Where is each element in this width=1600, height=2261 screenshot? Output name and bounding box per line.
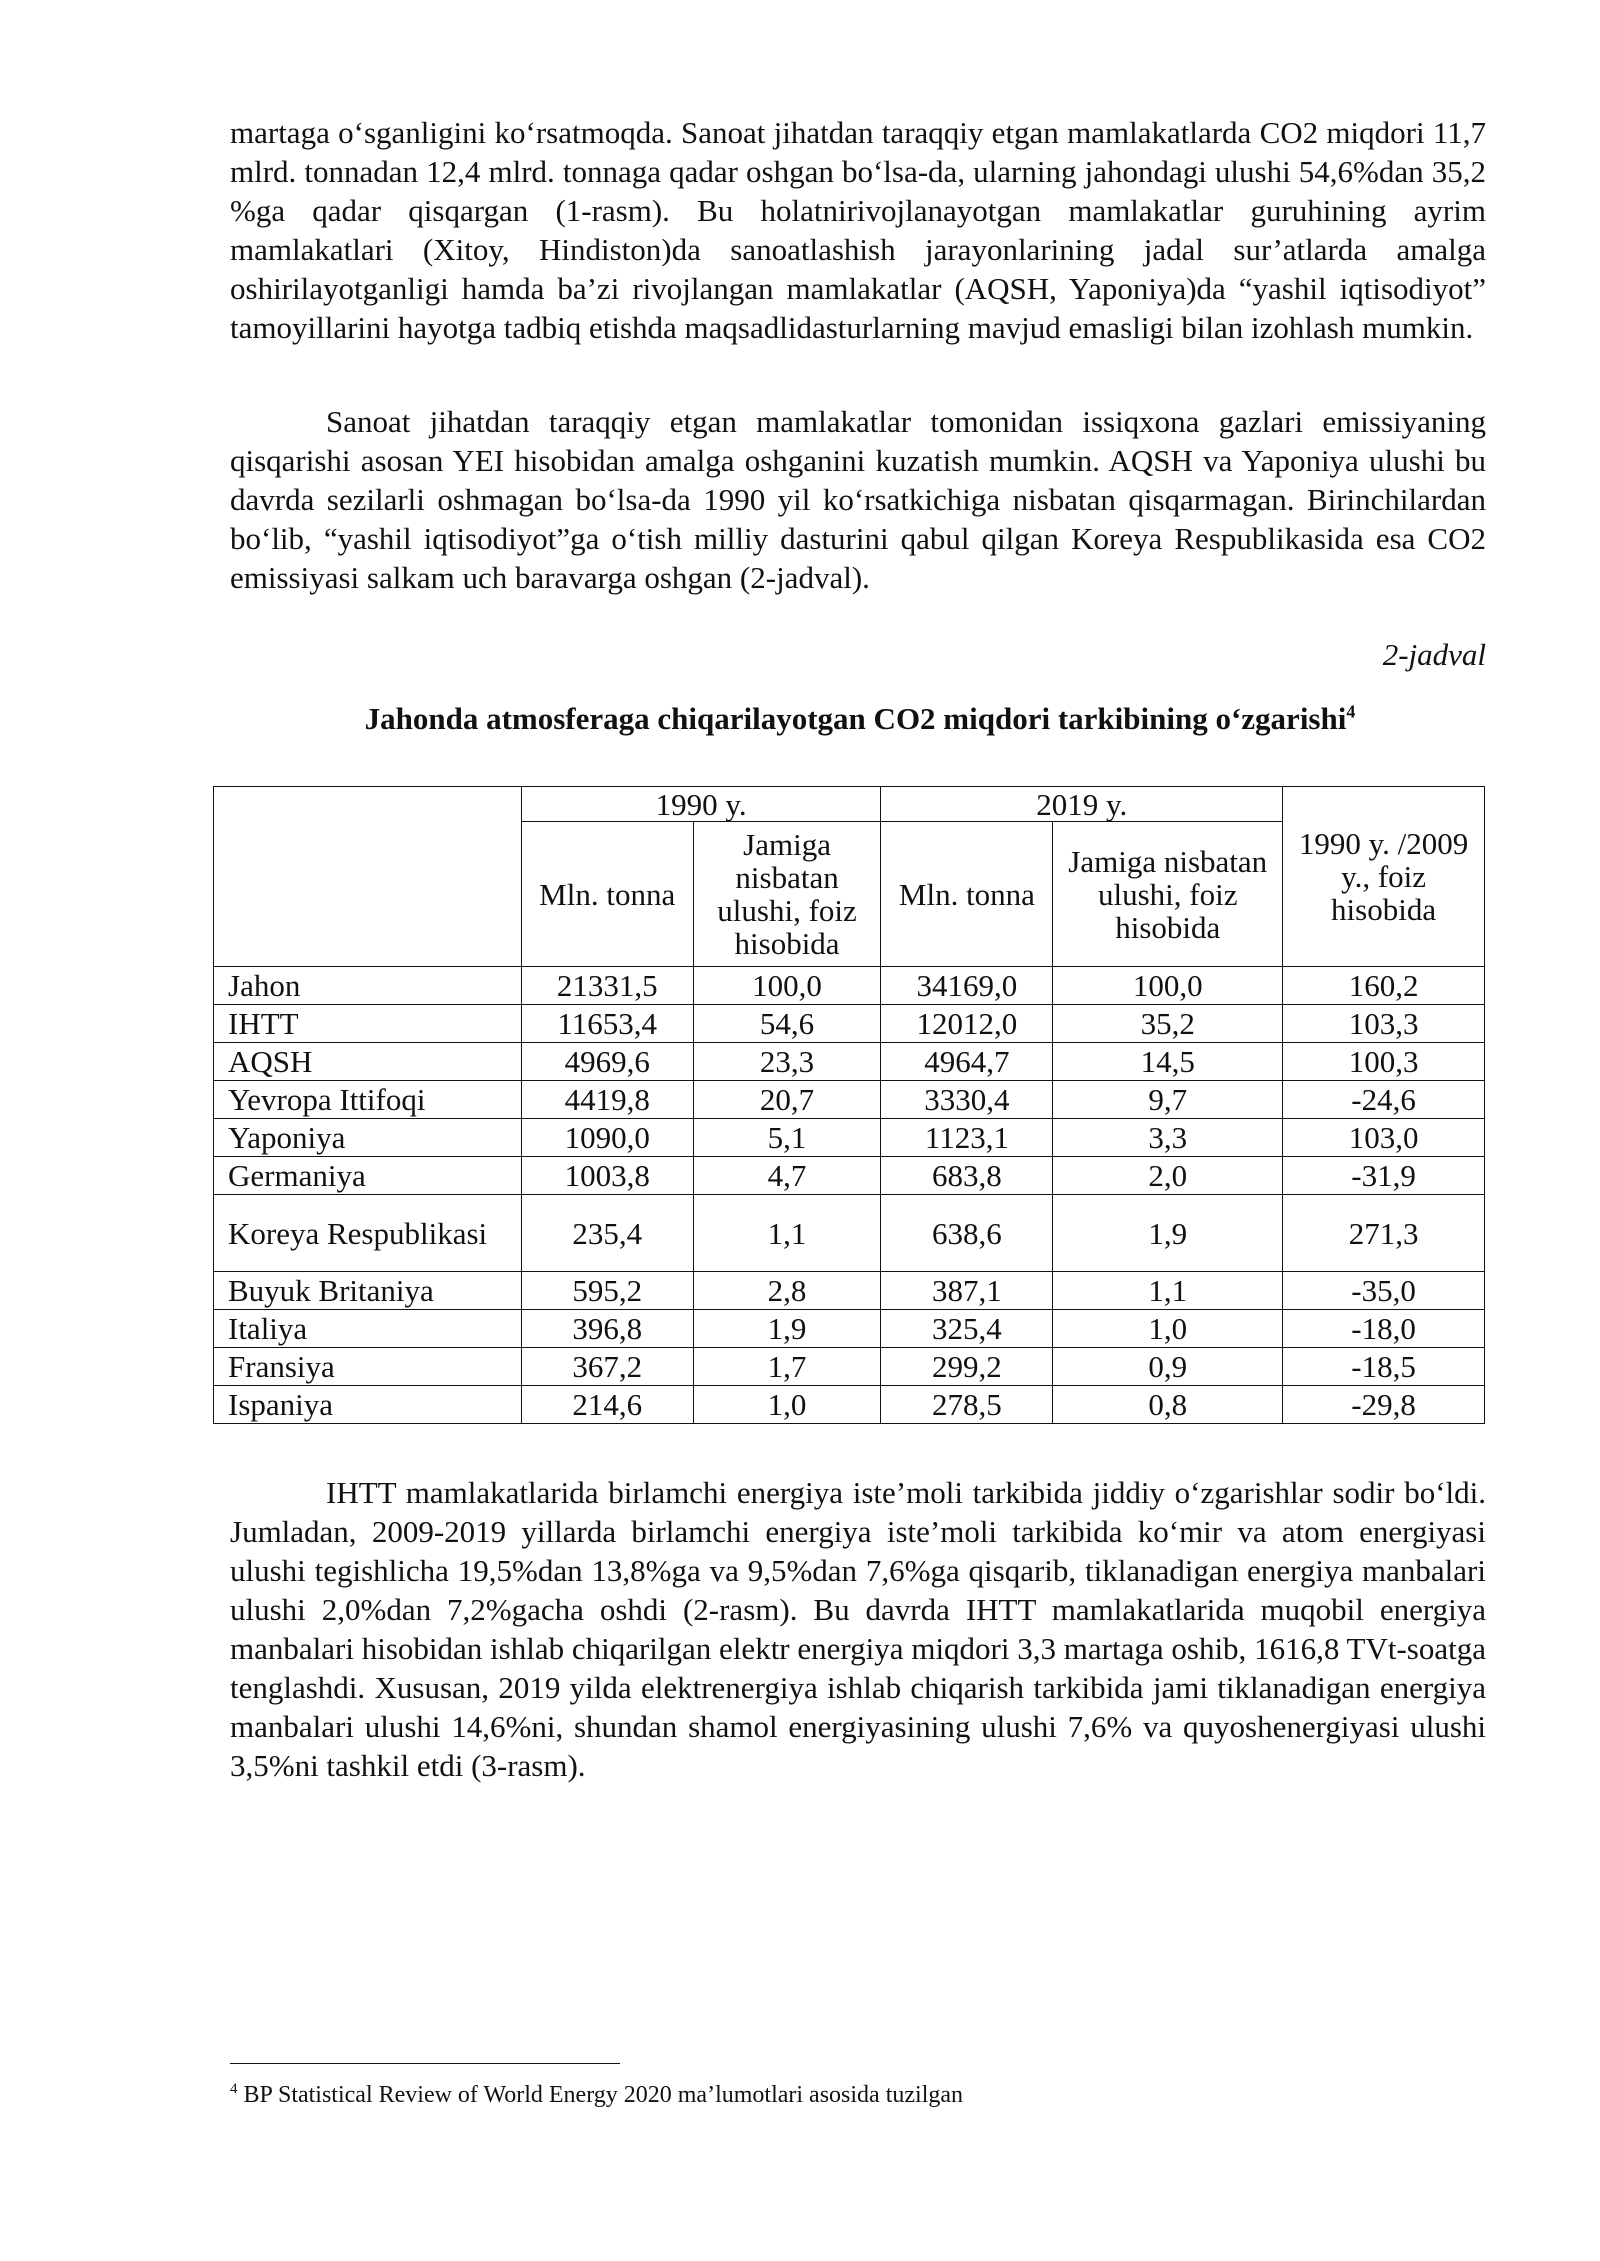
co2-table (213, 786, 1485, 1424)
paragraph-energy-consumption: IHTT mamlakatlarida birlamchi energiya iste’moli tarkibida jiddiy oʻzgarishlar sodir boʻldi. Jumladan, 2009-2019 yillarda birlamchi energiya iste’moli tarkibida koʻmir va atom energiyasi ulushi tegishlicha 19,5%dan 13,8%ga va 9,5%dan 7,6%ga qisqarib, tiklanadigan energiya manbalari ulushi 2,0%dan 7,2%gacha oshdi (2-rasm). Bu davrda IHTT mamlakatlarida muqobil energiya manbalari hisobidan ishlab chiqarilgan elektr energiya miqdori 3,3 martaga oshib, 1616,8 TVt-soatga tenglashdi. Xususan, 2019 yilda elektrenergiya ishlab chiqarish tarkibida jami tiklanadigan energiya manbalari ulushi 14,6%ni, shundan shamol energiyasining ulushi 7,6% va quyoshenergiyasi ulushi 3,5%ni tashkil etdi (3-rasm). (230, 1475, 1486, 1783)
row-name: Jahon (214, 967, 522, 1005)
row-name: AQSH (214, 1043, 522, 1081)
cell-share-1990: 1,1 (693, 1195, 881, 1272)
table-row (214, 1310, 1485, 1348)
cell-share-1990: 20,7 (693, 1081, 881, 1119)
cell-change: -35,0 (1283, 1272, 1485, 1310)
cell-mln-2019: 3330,4 (881, 1081, 1053, 1119)
cell-share-2019: 100,0 (1053, 967, 1283, 1005)
cell-change: 271,3 (1283, 1195, 1485, 1272)
cell-change: -18,5 (1283, 1348, 1485, 1386)
cell-mln-2019: 278,5 (881, 1386, 1053, 1424)
cell-mln-1990: 214,6 (521, 1386, 693, 1424)
cell-mln-2019: 387,1 (881, 1272, 1053, 1310)
footnote-divider (230, 2063, 620, 2064)
row-name: Italiya (214, 1310, 522, 1348)
paragraph-industrial-countries: Sanoat jihatdan taraqqiy etgan mamlakatlar tomonidan issiqxona gazlari emissiyaning qisqarishi asosan YEI hisobidan amalga oshganini kuzatish mumkin. AQSH va Yaponiya ulushi bu davrda sezilarli oshmagan boʻlsa-da 1990 yil koʻrsatkichiga nisbatan qisqarmagan. Birinchilardan boʻlib, “yashil iqtisodiyot”ga oʻtish milliy dasturini qabul qilgan Koreya Respublikasida esa CO2 emissiyasi salkam uch baravarga oshgan (2-jadval). (230, 404, 1486, 595)
cell-change: 103,0 (1283, 1119, 1485, 1157)
table-row (214, 1043, 1485, 1081)
row-name: Yaponiya (214, 1119, 522, 1157)
cell-mln-1990: 595,2 (521, 1272, 693, 1310)
cell-share-2019: 0,8 (1053, 1386, 1283, 1424)
cell-share-2019: 3,3 (1053, 1119, 1283, 1157)
cell-mln-2019: 683,8 (881, 1157, 1053, 1195)
cell-change: -29,8 (1283, 1386, 1485, 1424)
table-label: 2-jadval (1382, 637, 1486, 672)
cell-share-1990: 4,7 (693, 1157, 881, 1195)
cell-mln-1990: 1090,0 (521, 1119, 693, 1157)
header-country (214, 787, 522, 967)
cell-share-2019: 0,9 (1053, 1348, 1283, 1386)
cell-share-1990: 2,8 (693, 1272, 881, 1310)
cell-mln-2019: 4964,7 (881, 1043, 1053, 1081)
row-name: Germaniya (214, 1157, 522, 1195)
footnote-text: BP Statistical Review of World Energy 2020 ma’lumotlari asosida tuzilgan (243, 2082, 964, 2108)
cell-share-2019: 14,5 (1053, 1043, 1283, 1081)
cell-share-2019: 2,0 (1053, 1157, 1283, 1195)
header-mln-1990: Mln. tonna (521, 822, 693, 967)
table-header-row (214, 787, 1485, 822)
cell-share-2019: 1,1 (1053, 1272, 1283, 1310)
row-name: IHTT (214, 1005, 522, 1043)
cell-mln-1990: 4419,8 (521, 1081, 693, 1119)
header-change: 1990 y. /2009 y., foiz hisobida (1283, 787, 1485, 967)
cell-share-1990: 23,3 (693, 1043, 881, 1081)
cell-share-1990: 1,9 (693, 1310, 881, 1348)
cell-share-2019: 1,9 (1053, 1195, 1283, 1272)
table-row (214, 1005, 1485, 1043)
row-name: Ispaniya (214, 1386, 522, 1424)
cell-change: -24,6 (1283, 1081, 1485, 1119)
table-row (214, 1119, 1485, 1157)
footnote-number: 4 (230, 2081, 238, 2097)
row-name: Fransiya (214, 1348, 522, 1386)
cell-change: -18,0 (1283, 1310, 1485, 1348)
cell-change: 100,3 (1283, 1043, 1485, 1081)
table-row (214, 1195, 1485, 1272)
header-share-1990: Jamiga nisbatan ulushi, foiz hisobida (693, 822, 881, 967)
table-row (214, 967, 1485, 1005)
cell-share-2019: 9,7 (1053, 1081, 1283, 1119)
table-row (214, 1272, 1485, 1310)
row-name: Yevropa Ittifoqi (214, 1081, 522, 1119)
header-share-2019: Jamiga nisbatan ulushi, foiz hisobida (1053, 822, 1283, 967)
header-mln-2019: Mln. tonna (881, 822, 1053, 967)
row-name: Koreya Respublikasi (214, 1195, 522, 1272)
cell-share-2019: 1,0 (1053, 1310, 1283, 1348)
table-title (300, 700, 1420, 738)
footnote-ref: 4 (1346, 701, 1356, 722)
cell-share-1990: 100,0 (693, 967, 881, 1005)
cell-mln-1990: 4969,6 (521, 1043, 693, 1081)
cell-mln-1990: 11653,4 (521, 1005, 693, 1043)
cell-mln-2019: 12012,0 (881, 1005, 1053, 1043)
cell-mln-2019: 34169,0 (881, 967, 1053, 1005)
cell-share-2019: 35,2 (1053, 1005, 1283, 1043)
table-row (214, 1386, 1485, 1424)
cell-share-1990: 5,1 (693, 1119, 881, 1157)
cell-share-1990: 1,0 (693, 1386, 881, 1424)
row-name: Buyuk Britaniya (214, 1272, 522, 1310)
cell-change: -31,9 (1283, 1157, 1485, 1195)
paragraph-intro: martaga oʻsganligini koʻrsatmoqda. Sanoat jihatdan taraqqiy etgan mamlakatlarda CO2 miqdori 11,7 mlrd. tonnadan 12,4 mlrd. tonnaga qadar oshgan boʻlsa-da, ularning jahondagi ulushi 54,6%dan 35,2 %ga qadar qisqargan (1-rasm). Bu holatnirivojlanayotgan mamlakatlar guruhining ayrim mamlakatlari (Xitoy, Hindiston)da sanoatlashish jarayonlarining jadal sur’atlarda amalga oshirilayotganligi hamda ba’zi rivojlangan mamlakatlar (AQSH, Yaponiya)da “yashil iqtisodiyot” tamoyillarini hayotga tadbiq etishda maqsadlidasturlarning mavjud emasligi bilan izohlash mumkin. (230, 115, 1486, 345)
table-title-text: Jahonda atmosferaga chiqarilayotgan CO2 miqdori tarkibining oʻzgarishi (364, 701, 1347, 736)
table-row (214, 1157, 1485, 1195)
cell-mln-1990: 21331,5 (521, 967, 693, 1005)
cell-mln-1990: 396,8 (521, 1310, 693, 1348)
header-year-2019: 2019 y. (881, 787, 1283, 822)
header-year-1990: 1990 y. (521, 787, 881, 822)
cell-mln-2019: 1123,1 (881, 1119, 1053, 1157)
cell-mln-1990: 235,4 (521, 1195, 693, 1272)
cell-share-1990: 1,7 (693, 1348, 881, 1386)
cell-mln-2019: 325,4 (881, 1310, 1053, 1348)
cell-change: 160,2 (1283, 967, 1485, 1005)
footnote (230, 2082, 1430, 2109)
cell-mln-1990: 1003,8 (521, 1157, 693, 1195)
cell-share-1990: 54,6 (693, 1005, 881, 1043)
cell-mln-1990: 367,2 (521, 1348, 693, 1386)
cell-change: 103,3 (1283, 1005, 1485, 1043)
cell-mln-2019: 299,2 (881, 1348, 1053, 1386)
table-row (214, 1348, 1485, 1386)
cell-mln-2019: 638,6 (881, 1195, 1053, 1272)
table-row (214, 1081, 1485, 1119)
